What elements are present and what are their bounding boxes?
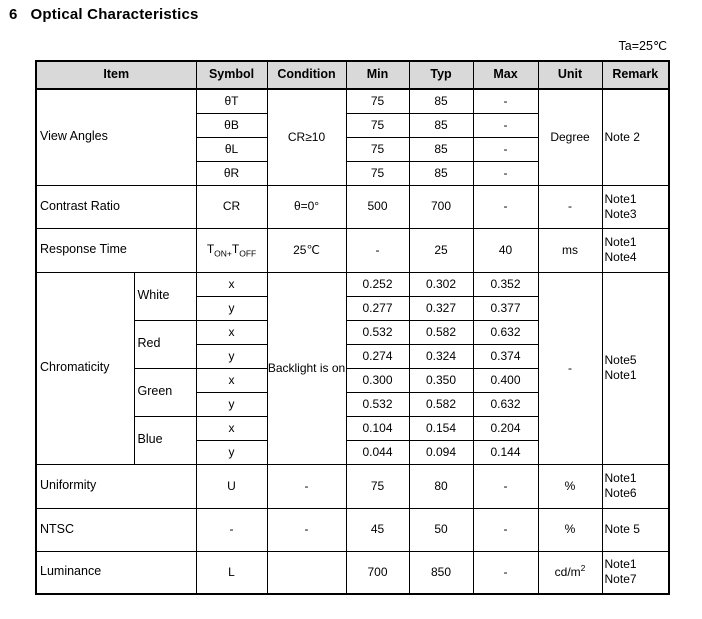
cell-max: 0.632 [473, 392, 538, 416]
header-item: Item [36, 61, 196, 89]
row-luminance [36, 551, 669, 594]
cell-max: - [473, 185, 538, 228]
row-uniformity [36, 464, 669, 508]
cell-typ: 85 [409, 89, 473, 113]
header-max: Max [473, 61, 538, 89]
cell-color-white: White [134, 272, 196, 320]
cell-remark [602, 464, 669, 508]
cell-symbol-theta-l: θL [196, 137, 267, 161]
cell-max: - [473, 464, 538, 508]
cell-condition: 25℃ [267, 228, 346, 272]
cell-symbol: CR [196, 185, 267, 228]
header-typ: Typ [409, 61, 473, 89]
cell-remark [602, 185, 669, 228]
cell-axis: y [196, 296, 267, 320]
row-view-angles-t [36, 89, 669, 113]
remark-line: Note1 [604, 191, 637, 206]
cell-min: 0.274 [346, 344, 409, 368]
cell-condition-view-angles: CR≥10 [267, 89, 346, 185]
cell-typ: 80 [409, 464, 473, 508]
cell-min: 500 [346, 185, 409, 228]
cell-max: - [473, 89, 538, 113]
cell-min: 0.104 [346, 416, 409, 440]
cell-unit: ms [538, 228, 602, 272]
cell-min: 0.044 [346, 440, 409, 464]
table-header-row [36, 61, 669, 89]
symbol-sub-on: ON+ [214, 248, 232, 259]
remark-line: Note4 [604, 250, 637, 264]
cell-unit: % [538, 464, 602, 508]
cell-typ: 0.582 [409, 392, 473, 416]
cell-color-blue: Blue [134, 416, 196, 464]
cell-typ: 25 [409, 228, 473, 272]
cell-condition: θ=0° [267, 185, 346, 228]
cell-min: 700 [346, 551, 409, 594]
cell-symbol-theta-r: θR [196, 161, 267, 185]
cell-unit-chromaticity: - [538, 272, 602, 464]
optical-characteristics-table [35, 60, 670, 595]
cell-remark-chromaticity [602, 272, 669, 464]
section-title [9, 6, 199, 23]
cell-axis: y [196, 344, 267, 368]
cell-remark: Note 5 [602, 508, 669, 551]
header-symbol: Symbol [196, 61, 267, 89]
cell-min: 0.277 [346, 296, 409, 320]
cell-max: - [473, 113, 538, 137]
cell-max: - [473, 508, 538, 551]
row-response-time [36, 228, 669, 272]
cell-item-view-angles: View Angles [36, 89, 196, 185]
header-min: Min [346, 61, 409, 89]
cell-axis: x [196, 272, 267, 296]
cell-typ: 85 [409, 137, 473, 161]
cell-max: 40 [473, 228, 538, 272]
cell-condition: - [267, 508, 346, 551]
cell-remark-view-angles: Note 2 [602, 89, 669, 185]
cell-typ: 0.350 [409, 368, 473, 392]
cell-condition [267, 551, 346, 594]
cell-min: 75 [346, 137, 409, 161]
symbol-t-on: T [206, 242, 215, 257]
cell-item-ntsc: NTSC [36, 508, 196, 551]
cell-min: 75 [346, 464, 409, 508]
cell-max: 0.374 [473, 344, 538, 368]
cell-condition-chromaticity: Backlight is on [267, 272, 346, 464]
cell-unit-cd-m2 [538, 551, 602, 594]
header-remark: Remark [602, 61, 669, 89]
cell-max: 0.400 [473, 368, 538, 392]
unit-superscript: 2 [580, 563, 586, 574]
symbol-t-off: T [231, 242, 240, 257]
remark-line: Note3 [604, 206, 637, 221]
cell-condition: - [267, 464, 346, 508]
remark-line: Note6 [604, 486, 637, 500]
cell-remark [602, 551, 669, 594]
cell-max: - [473, 137, 538, 161]
cell-max: 0.204 [473, 416, 538, 440]
cell-axis: y [196, 440, 267, 464]
cell-axis: x [196, 416, 267, 440]
cell-unit: - [538, 185, 602, 228]
cell-typ: 0.324 [409, 344, 473, 368]
cell-max: 0.352 [473, 272, 538, 296]
cell-typ: 0.327 [409, 296, 473, 320]
row-ntsc [36, 508, 669, 551]
cell-color-red: Red [134, 320, 196, 368]
cell-min: 0.532 [346, 320, 409, 344]
cell-symbol: L [196, 551, 267, 594]
cell-symbol-ton-toff [196, 228, 267, 272]
cell-max: 0.377 [473, 296, 538, 320]
row-contrast-ratio [36, 185, 669, 228]
cell-item-response-time: Response Time [36, 228, 196, 272]
header-condition: Condition [267, 61, 346, 89]
unit-base: cd/m [554, 565, 581, 580]
cell-axis: x [196, 320, 267, 344]
cell-min: 45 [346, 508, 409, 551]
cell-typ: 700 [409, 185, 473, 228]
cell-max: 0.144 [473, 440, 538, 464]
section-title-text: Optical Characteristics [30, 6, 199, 23]
remark-line: Note1 [604, 557, 637, 572]
cell-symbol: - [196, 508, 267, 551]
cell-typ: 0.582 [409, 320, 473, 344]
cell-min: 0.532 [346, 392, 409, 416]
remark-line: Note7 [604, 572, 637, 587]
cell-unit-view-angles: Degree [538, 89, 602, 185]
symbol-sub-off: OFF [239, 248, 257, 259]
cell-min: 75 [346, 113, 409, 137]
cell-max: 0.632 [473, 320, 538, 344]
cell-color-green: Green [134, 368, 196, 416]
cell-symbol-theta-t: θT [196, 89, 267, 113]
cell-max: - [473, 161, 538, 185]
cell-axis: x [196, 368, 267, 392]
cell-item-uniformity: Uniformity [36, 464, 196, 508]
cell-min: 0.300 [346, 368, 409, 392]
cell-symbol-theta-b: θB [196, 113, 267, 137]
cell-item-contrast-ratio: Contrast Ratio [36, 185, 196, 228]
remark-line: Note1 [604, 471, 637, 485]
cell-item-chromaticity: Chromaticity [36, 272, 134, 464]
cell-min: 75 [346, 161, 409, 185]
cell-typ: 85 [409, 161, 473, 185]
cell-item-luminance: Luminance [36, 551, 196, 594]
cell-axis: y [196, 392, 267, 416]
cell-max: - [473, 551, 538, 594]
cell-min: - [346, 228, 409, 272]
cell-unit: % [538, 508, 602, 551]
header-unit: Unit [538, 61, 602, 89]
cell-typ: 0.094 [409, 440, 473, 464]
cell-remark [602, 228, 669, 272]
ambient-temperature-note: Ta=25℃ [618, 39, 667, 53]
section-number: 6 [9, 6, 18, 23]
row-chroma-white-x [36, 272, 669, 296]
cell-min: 0.252 [346, 272, 409, 296]
remark-line: Note1 [604, 368, 637, 382]
remark-line: Note5 [604, 353, 637, 367]
remark-line: Note1 [604, 235, 637, 249]
cell-typ: 50 [409, 508, 473, 551]
cell-typ: 850 [409, 551, 473, 594]
cell-typ: 0.154 [409, 416, 473, 440]
cell-symbol: U [196, 464, 267, 508]
cell-typ: 85 [409, 113, 473, 137]
cell-min: 75 [346, 89, 409, 113]
cell-typ: 0.302 [409, 272, 473, 296]
